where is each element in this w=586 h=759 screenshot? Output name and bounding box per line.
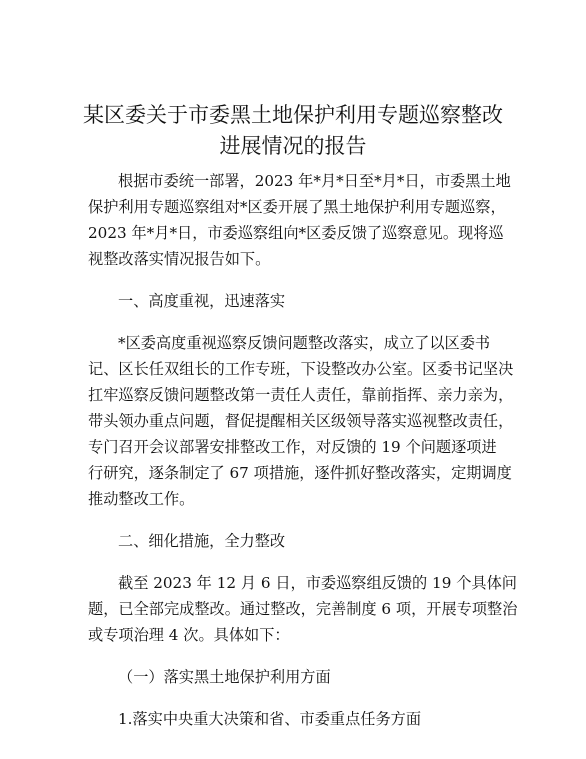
paragraph-line: 视整改落实情况报告如下。 <box>88 250 271 268</box>
spacer <box>88 512 508 528</box>
section-heading-1: 一、高度重视，迅速落实 <box>118 292 286 310</box>
paragraph-line: 保护利用专题巡察组对*区委开展了黑土地保护利用专题巡察， <box>88 198 506 216</box>
spacer <box>88 272 508 288</box>
spacer <box>88 554 508 570</box>
paragraph-section-2 <box>88 570 518 648</box>
paragraph-line: 专门召开会议部署安排整改工作，对反馈的 19 个问题逐项进 <box>88 438 497 456</box>
paragraph-line: *区委高度重视巡察反馈问题整改落实，成立了以区委书 <box>118 334 491 352</box>
paragraph-intro <box>88 168 511 272</box>
document-title <box>50 100 536 162</box>
section-heading-2: 二、细化措施，全力整改 <box>118 532 286 550</box>
paragraph-line: 截至 2023 年 12 月 6 日，市委巡察组反馈的 19 个具体问 <box>118 574 517 592</box>
paragraph-line: 题，已全部完成整改。通过整改，完善制度 6 项，开展专项整治 <box>88 600 518 618</box>
paragraph-line: 记、区长任双组长的工作专班，下设整改办公室。区委书记坚决 <box>88 360 514 378</box>
subsection-heading-1: （一）落实黑土地保护利用方面 <box>118 668 331 686</box>
paragraph-line: 带头领办重点问题，督促提醒相关区级领导落实巡视整改责任， <box>88 412 514 430</box>
paragraph-line: 扛牢巡察反馈问题整改第一责任人责任，靠前指挥、亲力亲为， <box>88 386 514 404</box>
paragraph-section-1 <box>88 330 514 512</box>
paragraph-line: 根据市委统一部署，2023 年*月*日至*月*日，市委黑土地 <box>118 172 511 190</box>
paragraph-line: 行研究，逐条制定了 67 项措施，逐件抓好整改落实，定期调度 <box>88 464 512 482</box>
title-line-2: 进展情况的报告 <box>219 134 367 158</box>
paragraph-line: 或专项治理 4 次。具体如下： <box>88 626 290 644</box>
subsection-heading-2: 1.落实中央重大决策和省、市委重点任务方面 <box>118 710 422 728</box>
spacer <box>88 690 508 706</box>
paragraph-line: 2023 年*月*日，市委巡察组向*区委反馈了巡察意见。现将巡 <box>88 224 504 242</box>
document-body <box>88 168 518 732</box>
spacer <box>88 648 508 664</box>
spacer <box>88 314 508 330</box>
title-line-1: 某区委关于市委黑土地保护利用专题巡察整改 <box>83 103 503 127</box>
paragraph-line: 推动整改工作。 <box>88 490 195 508</box>
